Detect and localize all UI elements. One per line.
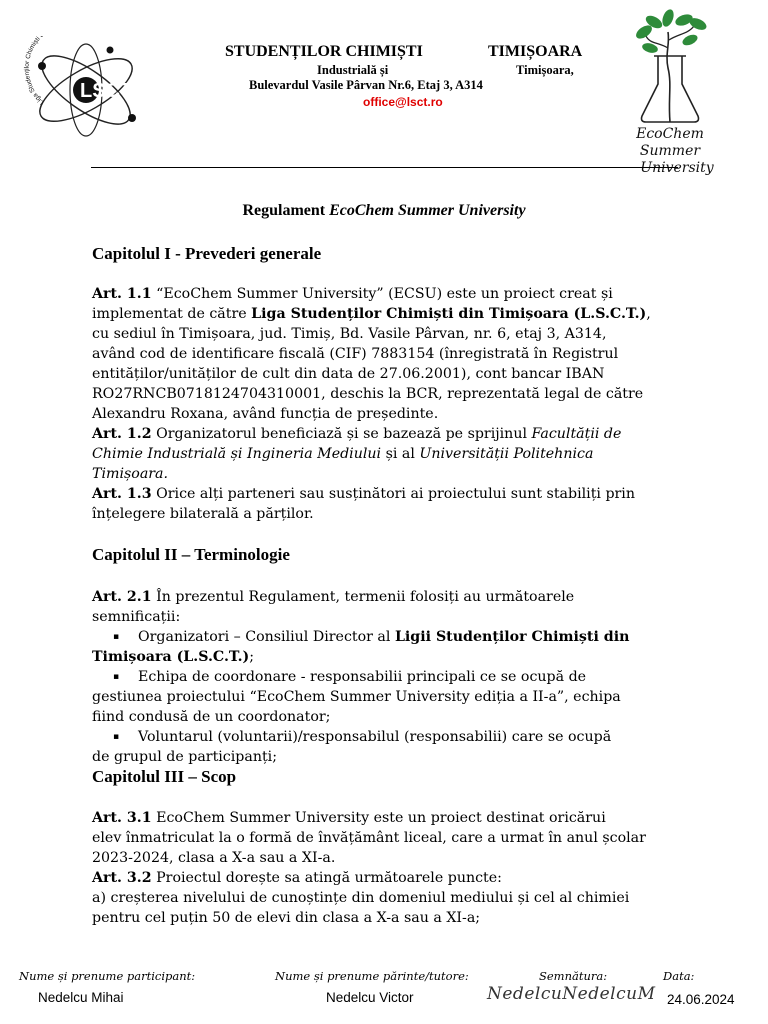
participant-label: Nume și prenume participant: (19, 969, 196, 983)
header-divider (91, 167, 678, 168)
header-email[interactable]: office@lsct.ro (363, 95, 443, 109)
header-org-left: STUDENȚILOR CHIMIȘTI (225, 43, 423, 60)
svg-text:Liga Studenților Chimiști din (24, 36, 78, 106)
art-3-1-line: elev înmatriculat la o formă de învățământ liceal, care a urmat în anul școlar (92, 830, 646, 846)
art-1-1-line: entităților/unităților de cult din data de 27.06.2001), cont bancar IBAN (92, 366, 605, 382)
term-item: Voluntarul (voluntarii)/responsabilul (responsabilii) care se ocupă (138, 729, 612, 745)
chapter-3-heading: Capitolul III – Scop (92, 767, 237, 786)
term-item: Echipa de coordonare - responsabilii principali ce se ocupă de (138, 669, 587, 685)
art-3-1-line: Art. 3.1 EcoChem Summer University este un proiect destinat oricărui (92, 810, 606, 826)
art-1-2-line: Chimie Industrială și Ingineria Mediului și al Universității Politehnica (92, 446, 594, 462)
document-title: Regulament EcoChem Summer University (242, 202, 526, 219)
date-value: 24.06.2024 (667, 992, 735, 1007)
term-item: gestiunea proiectului “EcoChem Summer University ediția a II-a”, echipa (92, 689, 621, 705)
term-item: de grupul de participanți; (92, 749, 277, 765)
art-1-3-line: Art. 1.3 Orice alți parteneri sau susținători ai proiectului sunt stabiliți prin (92, 486, 635, 502)
term-item: Timișoara (L.S.C.T.); (92, 649, 255, 665)
header-org-right: TIMIȘOARA (488, 43, 583, 60)
art-1-1-line: având cod de identificare fiscală (CIF) 7883154 (înregistrată în Registrul (92, 346, 619, 362)
parent-label: Nume și prenume părinte/tutore: (275, 969, 469, 983)
art-3-2-line: pentru cel puțin 50 de elevi din clasa a X-a sau a XI-a; (92, 910, 481, 926)
parent-name: Nedelcu Victor (326, 990, 414, 1005)
ecochem-logo-line1: EcoChem Summer (636, 126, 704, 159)
art-3-2-line: Art. 3.2 Proiectul dorește sa atingă următoarele puncte: (92, 870, 502, 886)
art-2-1-line: Art. 2.1 În prezentul Regulament, termenii folosiți au următoarele (92, 589, 575, 605)
header-address: Bulevardul Vasile Pârvan Nr.6, Etaj 3, A314 (249, 78, 483, 92)
signature-label: Semnătura: (539, 969, 608, 983)
art-1-1-line: RO27RNCB0718124704310001, deschis la BCR, reprezentată legal de către (92, 386, 644, 402)
term-item: Organizatori – Consiliul Director al Ligii Studenților Chimiști din (138, 629, 630, 645)
logo-letters: LSCT (80, 80, 133, 102)
date-label: Data: (663, 969, 695, 983)
art-1-1-line: Alexandru Roxana, având funcția de președinte. (92, 406, 439, 422)
bullet-icon: ▪ (113, 632, 120, 642)
lsct-logo (20, 36, 160, 144)
chapter-2-heading: Capitolul II – Terminologie (92, 545, 290, 564)
art-1-2-line: Art. 1.2 Organizatorul beneficiază și se bazează pe sprijinul Facultății de (92, 426, 622, 442)
header-sub-right: Timișoara, (516, 63, 574, 77)
art-1-1-line: Art. 1.1 “EcoChem Summer University” (ECSU) este un proiect creat și (92, 286, 613, 302)
art-1-2-line: Timișoara. (92, 466, 169, 482)
ecochem-logo (610, 4, 730, 176)
participant-name: Nedelcu Mihai (38, 990, 124, 1005)
header-sub-left: Industrială și (317, 63, 389, 77)
term-item: fiind condusă de un coordonator; (92, 709, 331, 725)
art-1-1-line: implementat de către Liga Studenților Chimiști din Timișoara (L.S.C.T.), (92, 306, 651, 322)
ecochem-logo-line2: University (640, 160, 714, 176)
logo-ring-text: Liga Studenților Chimiști (23, 36, 46, 106)
art-2-1-line: semnificații: (92, 609, 181, 625)
art-1-1-line: cu sediul în Timișoara, jud. Timiș, Bd. Vasile Pârvan, nr. 6, etaj 3, A314, (92, 326, 607, 342)
signature: NedelcuNedelcuM (487, 984, 656, 1004)
bullet-icon: ▪ (113, 672, 120, 682)
art-3-2-line: a) creșterea nivelului de cunoștințe din domeniul mediului și cel al chimiei (92, 890, 630, 906)
art-1-3-line: înțelegere bilaterală a părților. (92, 506, 314, 522)
bullet-icon: ▪ (113, 732, 120, 742)
art-3-1-line: 2023-2024, clasa a X-a sau a XI-a. (92, 850, 336, 866)
chapter-1-heading: Capitolul I - Prevederi generale (92, 244, 322, 263)
